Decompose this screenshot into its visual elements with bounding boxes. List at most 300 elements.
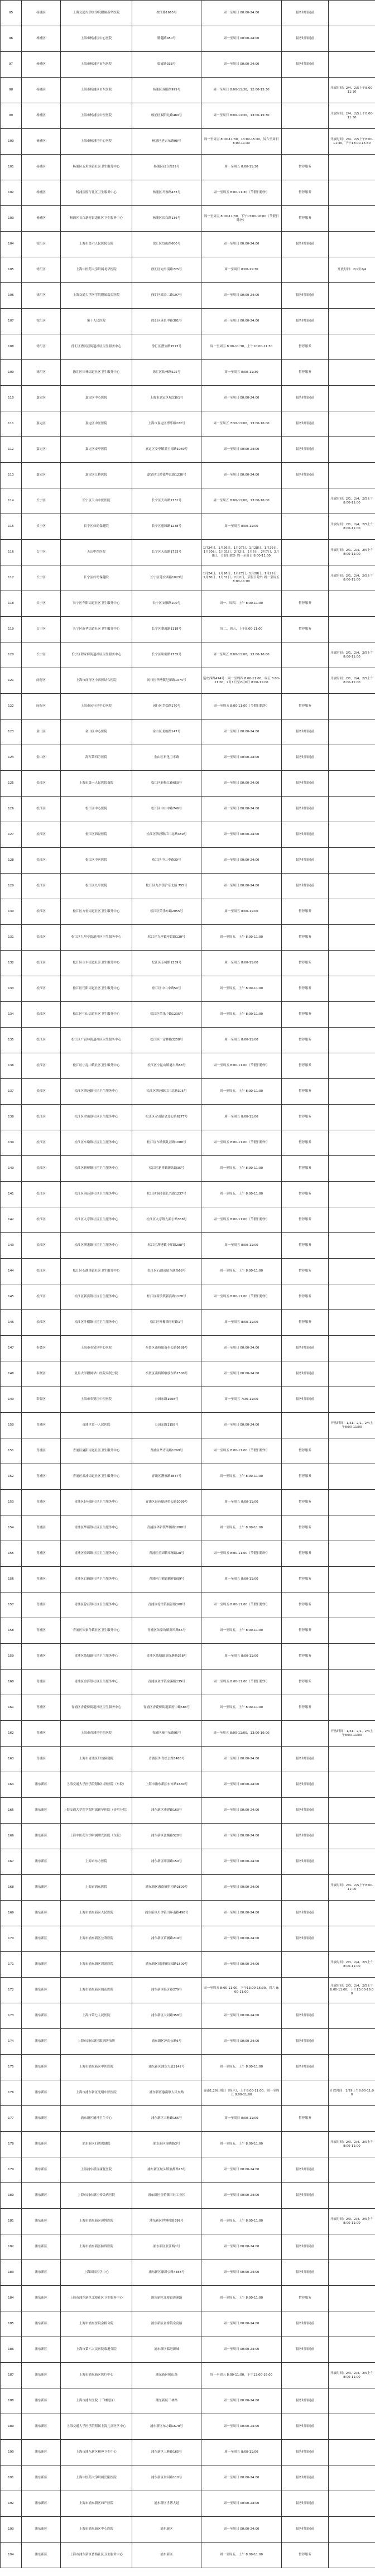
status-cell: 服务时间同前 xyxy=(282,1361,329,1387)
address-cell: 浦东新区崂山路 xyxy=(132,2363,201,2388)
district-cell: 杨浦区 xyxy=(22,155,61,180)
facility-name-cell: 浦东新区精神卫生中心 xyxy=(61,2106,132,2132)
district-cell: 松江区 xyxy=(22,1130,61,1156)
address-cell: 浦东新区即墨路150号 xyxy=(132,1849,201,1875)
table-row xyxy=(1,2440,375,2465)
facility-name-cell: 松江区叶榭镇社区卫生服务中心 xyxy=(61,1310,132,1336)
note-cell xyxy=(329,232,375,257)
status-cell: 服务时间同前 xyxy=(282,2337,329,2363)
address-cell: 青浦区练塘镇章练塘路368号 xyxy=(132,1644,201,1670)
facility-name-cell: 浦东新区妇幼保健院 xyxy=(61,2132,132,2157)
table-row xyxy=(1,1849,375,1875)
row-number: 104 xyxy=(1,232,22,257)
district-cell: 浦东新区 xyxy=(22,2157,61,2183)
facility-name-cell: 上海市浦东医院金桥分院 xyxy=(61,2311,132,2337)
hours-cell: 周一至周五 8:00-11:00，13:00-16:00 xyxy=(201,488,282,514)
facility-name-cell: 杨浦区殷行社区卫生服务中心 xyxy=(61,180,132,206)
status-cell: 服务时间同前 xyxy=(282,1901,329,1926)
row-number: 179 xyxy=(1,2157,22,2183)
hours-cell: 周一至周日 00:00-24:00 xyxy=(201,1901,282,1926)
address-cell: 青浦区重固镇章堰路28号 xyxy=(132,1541,201,1567)
table-row xyxy=(1,1747,375,1772)
facility-name-cell: 上海市浦东新区公利医院 xyxy=(61,1926,132,1952)
status-cell: 服务时间同前 xyxy=(282,2491,329,2517)
hours-cell: 周一至周五 8:00-11:00（节假日除外） xyxy=(201,694,282,719)
hours-cell: 周一至周五，上午 8:00-11:00 xyxy=(201,2209,282,2234)
address-cell: 闵行区莘松路170号 xyxy=(132,694,201,719)
row-number: 126 xyxy=(1,797,22,822)
note-cell xyxy=(329,52,375,78)
note-cell xyxy=(329,386,375,411)
address-cell: 松江区荣乐东路2055号 xyxy=(132,899,201,925)
note-cell xyxy=(329,1824,375,1849)
district-cell: 松江区 xyxy=(22,1002,61,1028)
note-cell xyxy=(329,1515,375,1541)
table-row xyxy=(1,2491,375,2517)
facility-name-cell: 杨浦区长白新村街道社区卫生服务中心 xyxy=(61,206,132,232)
facility-name-cell: 长宁区妇幼保健院 xyxy=(61,514,132,540)
status-cell: 暂停服务 xyxy=(282,1515,329,1541)
facility-name-cell: 上海市浦东医院（三林院区） xyxy=(61,2388,132,2414)
row-number: 110 xyxy=(1,386,22,411)
hours-cell: 周一至周日 00:00-24:00 xyxy=(201,1952,282,1978)
facility-name-cell: 上海市杨浦区中医医院 xyxy=(61,103,132,129)
note-cell xyxy=(329,2414,375,2440)
address-cell: 浦东新区世博村路399号 xyxy=(132,2209,201,2234)
note-cell xyxy=(329,1541,375,1567)
status-cell: 服务时间同前 xyxy=(282,1772,329,1798)
status-cell: 暂停服务 xyxy=(282,1644,329,1670)
address-cell: 公园东路1508号 xyxy=(132,1387,201,1413)
address-cell: 嘉定区安亭镇墨玉南路1060号 xyxy=(132,437,201,463)
status-cell xyxy=(282,1721,329,1747)
address-cell: 浦东新区航头镇航都路18号 xyxy=(132,2157,201,2183)
address-cell: 松江区新桥镇新站路35号 xyxy=(132,1156,201,1182)
row-number: 138 xyxy=(1,1105,22,1130)
hours-cell: 周一至周日 00:00-24:00 xyxy=(201,1361,282,1387)
row-number: 141 xyxy=(1,1182,22,1207)
district-cell: 浦东新区 xyxy=(22,2029,61,2055)
table-row xyxy=(1,1901,375,1926)
facility-name-cell: 第十人民医院 xyxy=(61,309,132,334)
note-cell: 开放时间：2/1、2/4、2/5上午8:00-11:00 xyxy=(329,565,375,591)
facility-name-cell: 上海市第七人民医院 xyxy=(61,2003,132,2029)
note-cell xyxy=(329,2234,375,2260)
district-cell: 闵行区 xyxy=(22,694,61,719)
note-cell: 开放时间：1/31、2/1、2/4上午8:00-11:00 xyxy=(329,1413,375,1438)
address-cell: 控江路1665号 xyxy=(132,1,201,26)
table-row xyxy=(1,360,375,386)
row-number: 114 xyxy=(1,488,22,514)
note-cell: 开放时间：2/3、2/4、2/5上午8:00-11:00 xyxy=(329,2209,375,2234)
table-row xyxy=(1,565,375,591)
address-cell: 松江区玉树路1339号 xyxy=(132,951,201,976)
facility-name-cell: 上海中医药大学附属曙光医院（东院） xyxy=(61,1824,132,1849)
note-cell xyxy=(329,797,375,822)
facility-name-cell: 松江区中山街道社区卫生服务中心 xyxy=(61,1002,132,1028)
table-row xyxy=(1,822,375,848)
address-cell: 上海市浦东新区东方路1630号 xyxy=(132,1772,201,1798)
table-row xyxy=(1,1284,375,1310)
note-cell: 开放时间：2/4、2/5上午8:00-11:30 xyxy=(329,103,375,129)
table-row xyxy=(1,797,375,822)
table-row xyxy=(1,1772,375,1798)
table-row xyxy=(1,103,375,129)
district-cell: 杨浦区 xyxy=(22,26,61,52)
hours-cell: 周一至周五 8:00-11:00（节假日除外） xyxy=(201,1053,282,1079)
row-number: 173 xyxy=(1,2003,22,2029)
hours-cell: 惠南1.29日周日（周六），上午8:00-11:00，周一至周五 8:00-11:00 xyxy=(201,2080,282,2106)
status-cell: 暂停服务 xyxy=(282,1053,329,1079)
table-row xyxy=(1,78,375,103)
district-cell: 松江区 xyxy=(22,1233,61,1259)
hours-cell: 周一至周五 8:00-11:00 xyxy=(201,1233,282,1259)
hours-cell: 周一至周日 00:00-24:00 xyxy=(201,2311,282,2337)
facility-name-cell: 上海交通大学医学院附属瑞金医院 xyxy=(61,283,132,309)
table-row xyxy=(1,488,375,514)
note-cell xyxy=(329,1233,375,1259)
facility-name-cell: 松江区泗泾镇社区卫生服务中心 xyxy=(61,1079,132,1105)
note-cell xyxy=(329,1798,375,1824)
status-cell xyxy=(282,1875,329,1901)
facility-name-cell: 青浦区练塘镇社区卫生服务中心 xyxy=(61,1644,132,1670)
status-cell xyxy=(282,488,329,514)
address-cell: 浦东新区张衡路528号 xyxy=(132,1824,201,1849)
address-cell: 临青路333号 xyxy=(132,52,201,78)
table-row xyxy=(1,1824,375,1849)
row-number: 139 xyxy=(1,1130,22,1156)
district-cell: 徐汇区 xyxy=(22,360,61,386)
district-cell: 浦东新区 xyxy=(22,1901,61,1926)
status-cell: 暂停服务 xyxy=(282,976,329,1002)
note-cell xyxy=(329,411,375,437)
status-cell xyxy=(282,642,329,668)
address-cell: 青浦区华青南路1299号 xyxy=(132,1438,201,1464)
hours-cell: 周一至周日 00:00-24:00 xyxy=(201,26,282,52)
facility-name-cell: 上海市青浦区中医医院 xyxy=(61,1721,132,1747)
district-cell: 松江区 xyxy=(22,1079,61,1105)
district-cell: 青浦区 xyxy=(22,1515,61,1541)
status-cell: 服务时间同前 xyxy=(282,874,329,899)
hours-cell: 周一至周五 8:00-11:00 xyxy=(201,951,282,976)
note-cell xyxy=(329,309,375,334)
facility-name-cell: 上海市浦东新区医疗中心 xyxy=(61,2363,132,2388)
address-cell: 松江区石湖荡镇东湖路68号 xyxy=(132,1259,201,1284)
status-cell xyxy=(282,540,329,565)
row-number: 152 xyxy=(1,1464,22,1490)
row-number: 107 xyxy=(1,309,22,334)
row-number: 171 xyxy=(1,1952,22,1978)
facility-name-cell: 松江区新桥镇社区卫生服务中心 xyxy=(61,1156,132,1182)
facility-name-cell: 上海市浦东新区浦南医院 xyxy=(61,1978,132,2003)
table-row xyxy=(1,180,375,206)
district-cell: 松江区 xyxy=(22,1182,61,1207)
row-number: 127 xyxy=(1,822,22,848)
table-row xyxy=(1,514,375,540)
address-cell: 浦东新区临沂路279号 xyxy=(132,1978,201,2003)
district-cell: 长宁区 xyxy=(22,488,61,514)
hours-cell: 周一至周五 8:00-11:00（节假日除外） xyxy=(201,1541,282,1567)
table-row xyxy=(1,1798,375,1824)
address-cell: 青浦区朱家角镇新风路65号 xyxy=(132,1618,201,1644)
status-cell: 暂停服务 xyxy=(282,1695,329,1721)
district-cell: 浦东新区 xyxy=(22,2080,61,2106)
table-row xyxy=(1,2337,375,2363)
table-row xyxy=(1,2106,375,2132)
district-cell: 浦东新区 xyxy=(22,1978,61,2003)
row-number: 189 xyxy=(1,2414,22,2440)
status-cell xyxy=(282,78,329,103)
hours-cell: 周一至周五，上午 8:00-11:00 xyxy=(201,1002,282,1028)
row-number: 112 xyxy=(1,437,22,463)
facility-name-cell: 上海市第六人民医院东院 xyxy=(61,232,132,257)
note-cell xyxy=(329,2260,375,2286)
row-number: 131 xyxy=(1,925,22,951)
row-number: 95 xyxy=(1,1,22,26)
table-row xyxy=(1,1387,375,1413)
row-number: 184 xyxy=(1,2286,22,2311)
status-cell: 服务时间同前 xyxy=(282,2388,329,2414)
address-cell: 浦东新区三林路 xyxy=(132,2388,201,2414)
district-cell: 金山区 xyxy=(22,745,61,771)
facility-name-cell: 松江区九里亭街道社区卫生服务中心 xyxy=(61,925,132,951)
hours-cell: 周一至周日 00:00-24:00 xyxy=(201,2260,282,2286)
table-row xyxy=(1,1618,375,1644)
table-row xyxy=(1,1361,375,1387)
district-cell: 金山区 xyxy=(22,719,61,745)
status-cell: 服务时间同前 xyxy=(282,2311,329,2337)
row-number: 159 xyxy=(1,1644,22,1670)
hours-cell: 周一至周日 8:00-11:00 xyxy=(201,2106,282,2132)
hours-cell: 周一至周五，上午 8:00-11:00 xyxy=(201,2055,282,2080)
note-cell xyxy=(329,1567,375,1592)
hours-cell: 周一至周五，上午 8:00-11:00 xyxy=(201,976,282,1002)
table-row xyxy=(1,1926,375,1952)
district-cell: 浦东新区 xyxy=(22,2106,61,2132)
address-cell: 徐汇区钦州路525号 xyxy=(132,360,201,386)
address-cell: 浦东新区金桥镇金高路 xyxy=(132,2311,201,2337)
hours-cell: 周一至周日 00:00-24:00 xyxy=(201,1875,282,1901)
district-cell: 浦东新区 xyxy=(22,2440,61,2465)
address-cell: 松江区中山中路50号 xyxy=(132,976,201,1002)
table-row xyxy=(1,2363,375,2388)
facility-name-cell: 松江区洞泾镇社区卫生服务中心 xyxy=(61,1182,132,1207)
hours-cell: 周一至周五 8:00-11:30（节假日除外） xyxy=(201,180,282,206)
address-cell: 长宁区天山路1731号 xyxy=(132,488,201,514)
district-cell: 松江区 xyxy=(22,1259,61,1284)
row-number: 174 xyxy=(1,2029,22,2055)
hours-cell: 周一至周日 00:00-24:00 xyxy=(201,437,282,463)
facility-name-cell: 上海市东方医院 xyxy=(61,1849,132,1875)
address-cell: 上海市嘉定区博乐路222号 xyxy=(132,411,201,437)
status-cell: 暂停服务 xyxy=(282,180,329,206)
status-cell: 暂停服务 xyxy=(282,206,329,232)
hours-cell: 周一至周五 8:00-11:00（节假日除外） xyxy=(201,1130,282,1156)
address-cell: 松江区佘山镇佘北公路6277号 xyxy=(132,1105,201,1130)
address-cell: 浦东新区惠南镇拱为路2800号 xyxy=(132,1875,201,1901)
table-row xyxy=(1,1259,375,1284)
address-cell: 青浦区城中东路95号 xyxy=(132,1721,201,1747)
table-row xyxy=(1,668,375,694)
hours-cell: 周一至周日 8:00-11:30 xyxy=(201,257,282,283)
table-row xyxy=(1,2260,375,2286)
row-number: 192 xyxy=(1,2491,22,2517)
facility-name-cell: 上海交通大学医学院附属新华医院（崇明分院） xyxy=(61,1798,132,1824)
row-number: 180 xyxy=(1,2183,22,2209)
hours-cell: 周一至周五 8:00-11:00，下午13:00-16:00 xyxy=(201,2363,282,2388)
note-cell xyxy=(329,1156,375,1182)
district-cell: 浦东新区 xyxy=(22,1926,61,1952)
note-cell: 开放时间：1/31、2/1、2/4上午8:00-11:00 xyxy=(329,1721,375,1747)
facility-name-cell: 长宁区天山中医医院 xyxy=(61,488,132,514)
facility-name-cell: 上海市浦东新区中心医院 xyxy=(61,2517,132,2543)
table-row xyxy=(1,2080,375,2106)
facility-name-cell: 青浦区第一人民医院 xyxy=(61,1413,132,1438)
table-row xyxy=(1,591,375,617)
address-cell: 松江区车墩镇虬泾路1088号 xyxy=(132,1130,201,1156)
row-number: 137 xyxy=(1,1079,22,1105)
address-cell: 浦东新区宣桥镇三灶工业区 xyxy=(132,2183,201,2209)
hours-cell: 周一至周五 8:00-11:00 xyxy=(201,1490,282,1515)
note-cell: 开放时间：2/3、2/4、2/5上午8:00-11:00 xyxy=(329,2132,375,2157)
district-cell: 松江区 xyxy=(22,1284,61,1310)
address-cell: 浦东新区大同路358号 xyxy=(132,2003,201,2029)
table-row xyxy=(1,1233,375,1259)
note-cell xyxy=(329,771,375,797)
district-cell: 杨浦区 xyxy=(22,206,61,232)
facility-name-cell: 上海市浦东新区传染病医院 xyxy=(61,2183,132,2209)
district-cell: 浦东新区 xyxy=(22,1824,61,1849)
note-cell xyxy=(329,1284,375,1310)
table-row xyxy=(1,540,375,565)
hours-cell: 周一至周日 00:00-24:00 xyxy=(201,2491,282,2517)
row-number: 154 xyxy=(1,1515,22,1541)
status-cell xyxy=(282,257,329,283)
district-cell: 浦东新区 xyxy=(22,2234,61,2260)
hours-cell: 周一至周五 8:00-11:00 xyxy=(201,1644,282,1670)
table-row xyxy=(1,1028,375,1053)
hours-cell: 周一至周日 00:00-24:00 xyxy=(201,2003,282,2029)
hours-cell: 周一至周五，上午 8:00-11:00 xyxy=(201,1618,282,1644)
address-cell: 青浦区赵巷镇赵重公路2099号 xyxy=(132,1490,201,1515)
note-cell xyxy=(329,951,375,976)
address-cell: 奉贤区南桥镇南奉公路9588号 xyxy=(132,1336,201,1361)
row-number: 134 xyxy=(1,1002,22,1028)
district-cell: 浦东新区 xyxy=(22,2388,61,2414)
row-number: 186 xyxy=(1,2337,22,2363)
table-row xyxy=(1,1541,375,1567)
hours-cell: 周一至周日 00:00-24:00 xyxy=(201,386,282,411)
note-cell xyxy=(329,591,375,617)
district-cell: 松江区 xyxy=(22,1207,61,1233)
note-cell xyxy=(329,155,375,180)
row-number: 121 xyxy=(1,668,22,694)
status-cell: 暂停服务 xyxy=(282,1156,329,1182)
facility-name-cell: 上海市杨浦区市东医院 xyxy=(61,52,132,78)
note-cell: 开放时间：2/3、2/4、2/5上午8:00-11:00，下午13:00-16:00 xyxy=(329,1978,375,2003)
hours-cell: 周一至周日 00:00-24:00 xyxy=(201,2388,282,2414)
status-cell xyxy=(282,2209,329,2234)
facility-name-cell: 青浦区白鹤镇社区卫生服务中心 xyxy=(61,1567,132,1592)
status-cell xyxy=(282,668,329,694)
hours-cell: 周一至周五 8:00-11:00，13:00-16:00 xyxy=(201,642,282,668)
table-row xyxy=(1,925,375,951)
district-cell: 浦东新区 xyxy=(22,1875,61,1901)
row-number: 168 xyxy=(1,1875,22,1901)
hours-cell: 周一至周日 00:00-24:00 xyxy=(201,309,282,334)
facility-name-cell: 上海交通大学医学院附属新华医院 xyxy=(61,1,132,26)
address-cell: 浦东新区浦东大道2142号 xyxy=(132,2055,201,2080)
address-cell: 长宁区天山路1733号 xyxy=(132,540,201,565)
note-cell xyxy=(329,976,375,1002)
table-row xyxy=(1,2055,375,2080)
status-cell: 服务时间同前 xyxy=(282,2157,329,2183)
hours-cell: 周一至周五，上午 8:00-11:00 xyxy=(201,1259,282,1284)
facility-name-cell: 上海市奉贤区中心医院 xyxy=(61,1336,132,1361)
status-cell xyxy=(282,565,329,591)
facility-name-cell: 上海市青浦区妇幼保健院 xyxy=(61,1747,132,1772)
district-cell: 浦东新区 xyxy=(22,2414,61,2440)
address-cell: 徐汇区延长中路301号 xyxy=(132,309,201,334)
facility-name-cell: 松江区泖港镇社区卫生服务中心 xyxy=(61,1233,132,1259)
row-number: 102 xyxy=(1,180,22,206)
status-cell: 暂停服务 xyxy=(282,1105,329,1130)
table-row xyxy=(1,129,375,155)
address-cell: 奉贤区南桥镇解放东路1500号 xyxy=(132,1361,201,1387)
status-cell: 暂停服务 xyxy=(282,1233,329,1259)
status-cell: 暂停服务 xyxy=(282,1130,329,1156)
note-cell xyxy=(329,1002,375,1028)
address-cell: 松江区泖港镇中厍路288号 xyxy=(132,1233,201,1259)
row-number: 116 xyxy=(1,540,22,565)
note-cell xyxy=(329,1361,375,1387)
row-number: 177 xyxy=(1,2106,22,2132)
hours-cell: 周一至周五，上午 8:00-11:00 xyxy=(201,1695,282,1721)
status-cell: 服务时间同前 xyxy=(282,848,329,874)
row-number: 181 xyxy=(1,2209,22,2234)
table-row xyxy=(1,2286,375,2311)
status-cell: 服务时间同前 xyxy=(282,411,329,437)
row-number: 120 xyxy=(1,642,22,668)
district-cell: 长宁区 xyxy=(22,617,61,642)
district-cell: 长宁区 xyxy=(22,540,61,565)
row-number: 133 xyxy=(1,976,22,1002)
table-row xyxy=(1,2517,375,2543)
address-cell: 青浦区徐泾镇振泾路168号 xyxy=(132,1592,201,1618)
table-row xyxy=(1,951,375,976)
address-cell: 浦东新区锦绣路3号 xyxy=(132,2132,201,2157)
district-cell: 长宁区 xyxy=(22,565,61,591)
note-cell xyxy=(329,925,375,951)
address-cell: 松江区中山中路39号 xyxy=(132,848,201,874)
row-number: 158 xyxy=(1,1618,22,1644)
facility-name-cell: 松江区石湖荡镇社区卫生服务中心 xyxy=(61,1259,132,1284)
status-cell: 暂停服务 xyxy=(282,1438,329,1464)
address-cell: 浦东新区东方路1678号 xyxy=(132,2414,201,2440)
note-cell xyxy=(329,1207,375,1233)
status-cell: 服务时间同前 xyxy=(282,822,329,848)
district-cell: 浦东新区 xyxy=(22,2543,61,2568)
hours-cell: 周一至周五 8:00-11:00（节假日除外） xyxy=(201,1438,282,1464)
note-cell xyxy=(329,1028,375,1053)
facility-name-cell: 徐汇区漕河泾街道社区卫生服务中心 xyxy=(61,334,132,360)
district-cell: 杨浦区 xyxy=(22,1,61,26)
table-row xyxy=(1,1413,375,1438)
facility-name-cell: 青浦区赵巷镇社区卫生服务中心 xyxy=(61,1490,132,1515)
status-cell: 暂停服务 xyxy=(282,1182,329,1207)
note-cell xyxy=(329,1105,375,1130)
status-cell: 暂停服务 xyxy=(282,1567,329,1592)
